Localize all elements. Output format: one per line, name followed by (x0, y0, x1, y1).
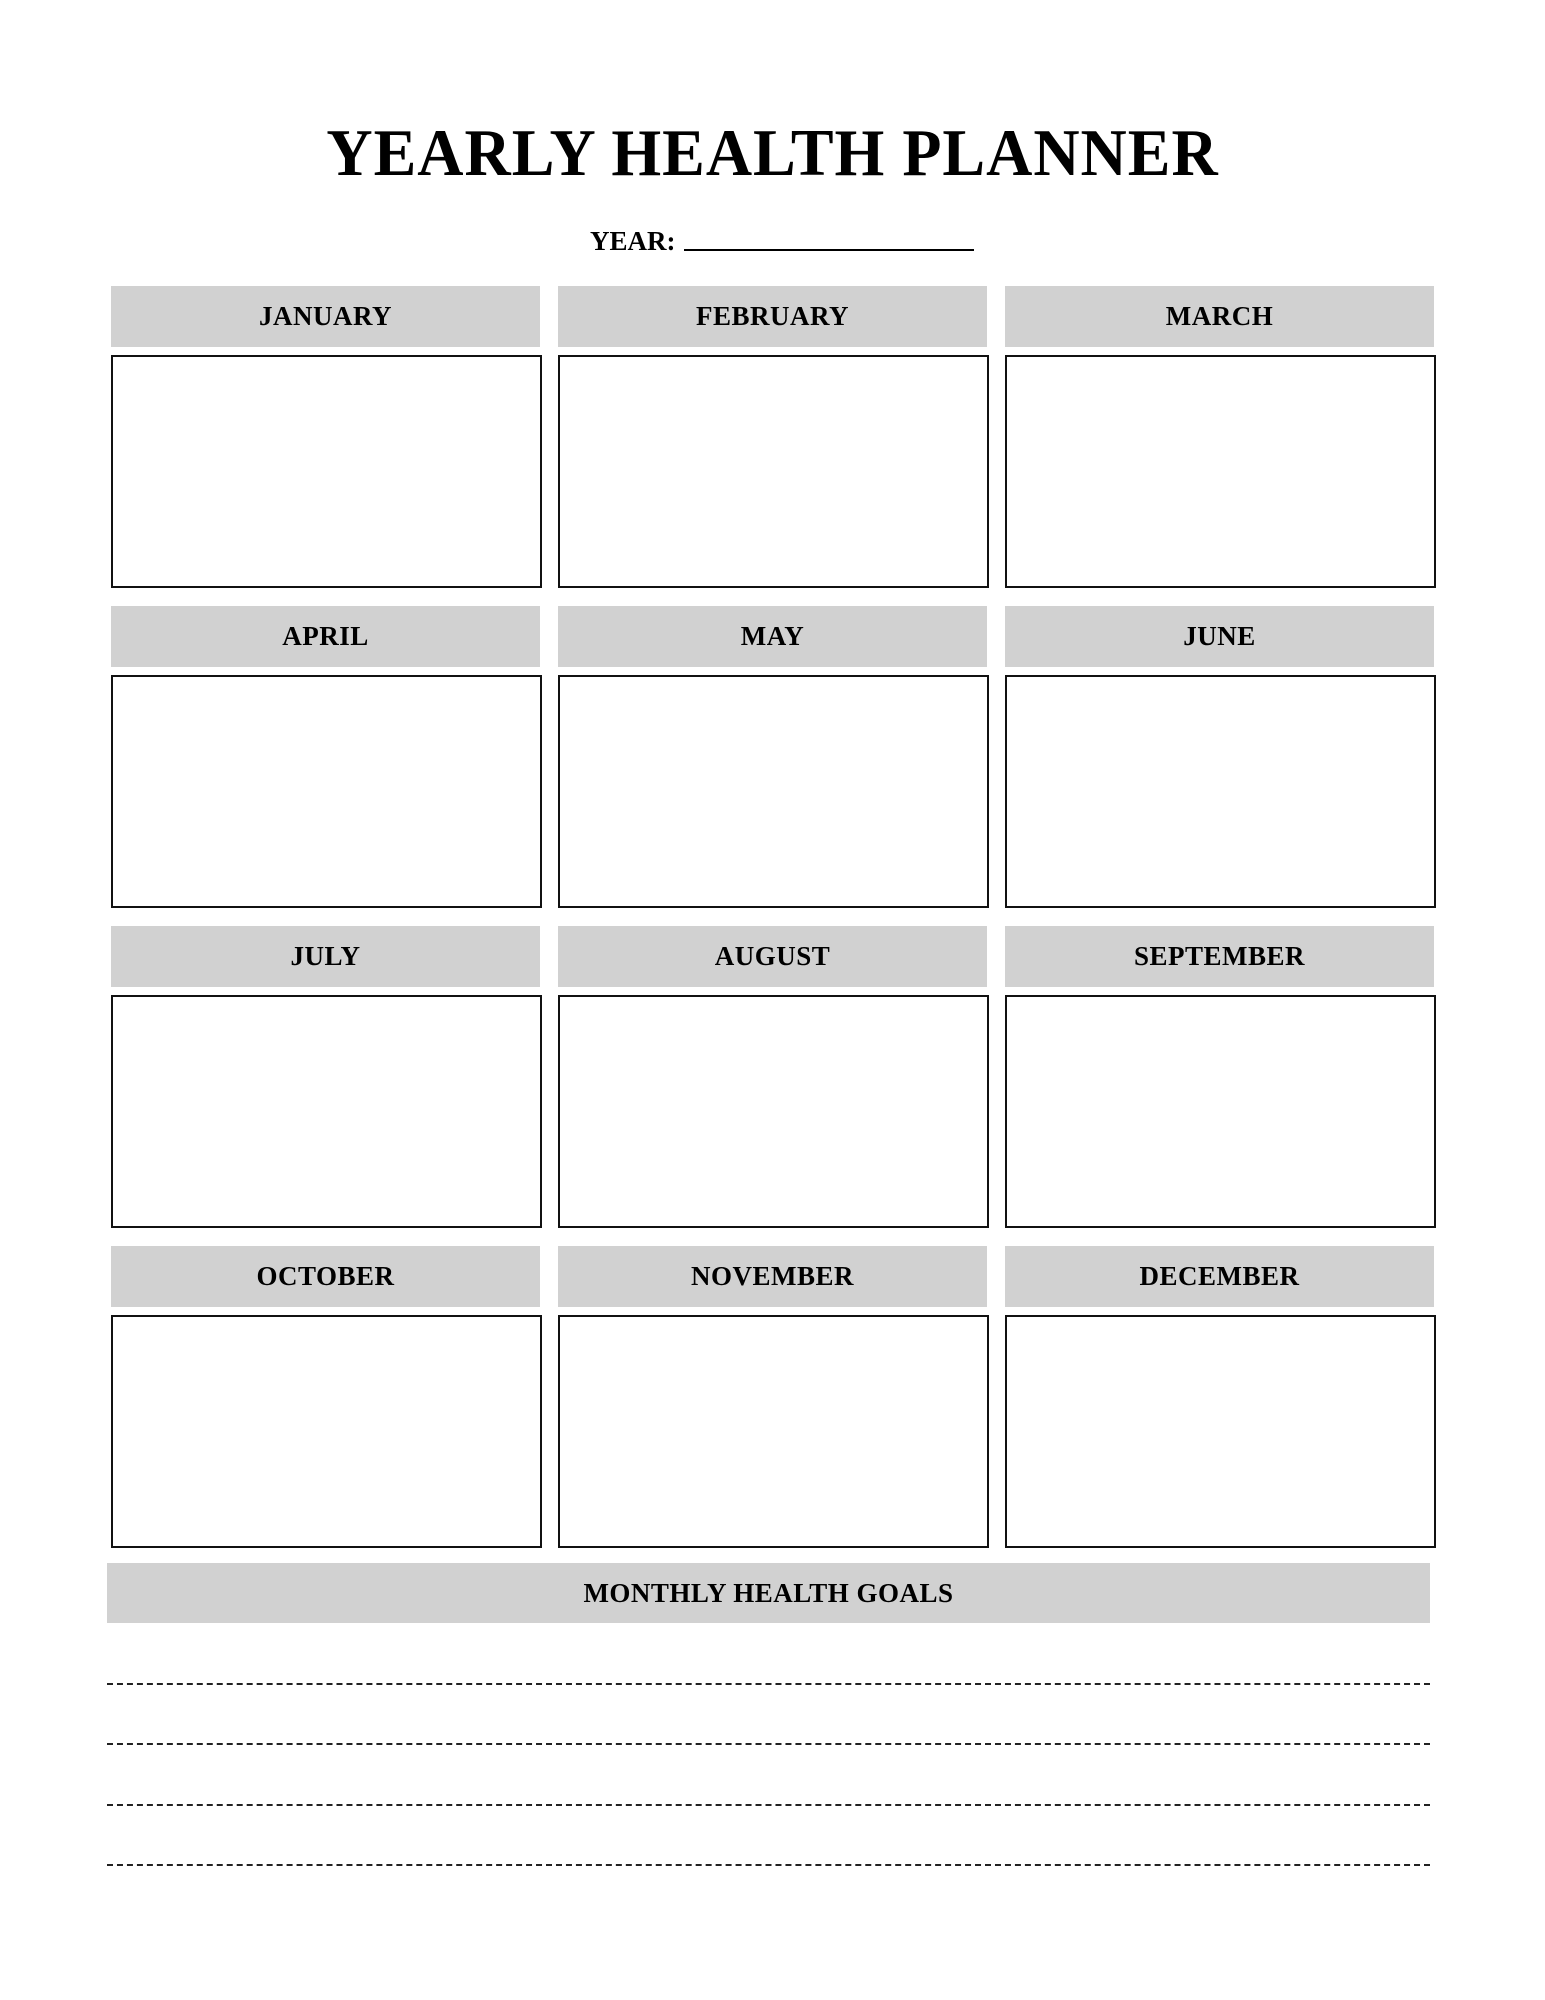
month-header-august: AUGUST (558, 926, 987, 987)
month-box-december[interactable] (1005, 1315, 1436, 1548)
month-header-june: JUNE (1005, 606, 1434, 667)
month-box-january[interactable] (111, 355, 542, 588)
goal-line-4[interactable] (107, 1864, 1430, 1866)
month-header-march: MARCH (1005, 286, 1434, 347)
month-box-september[interactable] (1005, 995, 1436, 1228)
month-box-may[interactable] (558, 675, 989, 908)
month-header-april: APRIL (111, 606, 540, 667)
year-input-line[interactable] (684, 249, 974, 251)
year-field-row (590, 224, 974, 256)
goal-line-1[interactable] (107, 1683, 1430, 1685)
month-box-april[interactable] (111, 675, 542, 908)
month-box-june[interactable] (1005, 675, 1436, 908)
month-header-january: JANUARY (111, 286, 540, 347)
month-header-may: MAY (558, 606, 987, 667)
month-box-july[interactable] (111, 995, 542, 1228)
page-title: YEARLY HEALTH PLANNER (326, 115, 1219, 190)
goal-line-3[interactable] (107, 1804, 1430, 1806)
month-header-september: SEPTEMBER (1005, 926, 1434, 987)
month-box-august[interactable] (558, 995, 989, 1228)
month-header-february: FEBRUARY (558, 286, 987, 347)
month-box-march[interactable] (1005, 355, 1436, 588)
month-header-december: DECEMBER (1005, 1246, 1434, 1307)
month-box-october[interactable] (111, 1315, 542, 1548)
month-box-november[interactable] (558, 1315, 989, 1548)
goal-line-2[interactable] (107, 1743, 1430, 1745)
month-header-july: JULY (111, 926, 540, 987)
month-header-november: NOVEMBER (558, 1246, 987, 1307)
year-label: YEAR: (590, 226, 676, 256)
month-header-october: OCTOBER (111, 1246, 540, 1307)
goals-header: MONTHLY HEALTH GOALS (107, 1563, 1430, 1623)
month-box-february[interactable] (558, 355, 989, 588)
